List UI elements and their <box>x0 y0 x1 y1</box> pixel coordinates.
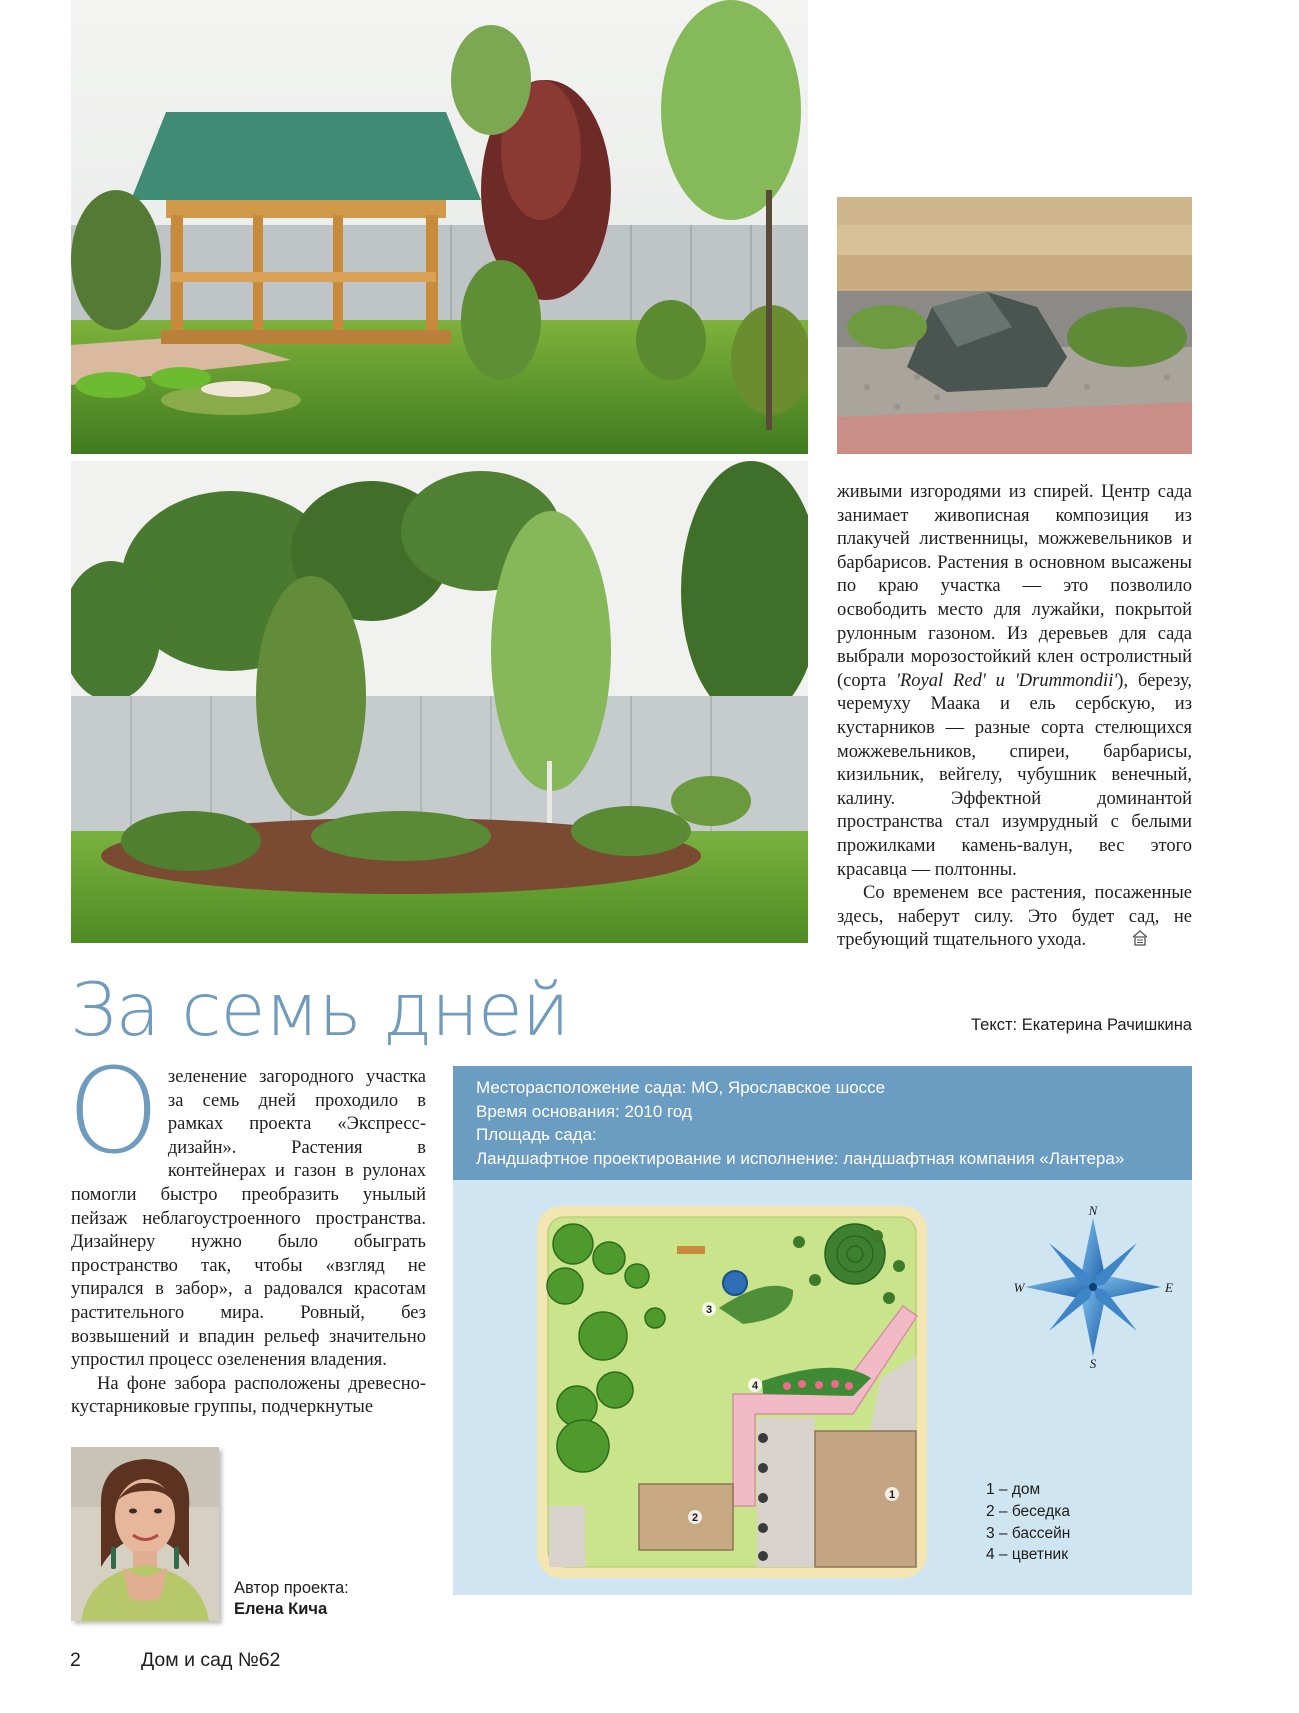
right-paragraph-2: Со временем все растения, посаженные здесь, наберут силу. Это будет сад, не требующий тщательного ухода. <box>837 883 1192 951</box>
garden-plan <box>537 1206 927 1578</box>
compass-rose <box>1013 1206 1173 1368</box>
page-number: 2 <box>70 1649 81 1671</box>
info-area: Площадь сада: <box>476 1125 597 1144</box>
author-block <box>234 1578 349 1620</box>
plan-mark-2: 2 <box>691 1512 699 1524</box>
info-location: Месторасположение сада: МО, Ярославское шоссе <box>476 1078 886 1097</box>
author-credit: Текст: Екатерина Рачишкина <box>971 1016 1192 1034</box>
info-design: Ландшафтное проектирование и исполнение: ландшафтная компания «Лантера» <box>476 1148 1125 1168</box>
compass-west: W <box>1013 1280 1025 1295</box>
left-paragraph-1: Озеленение загородного участка за семь дней проходило в рамках проекта «Экспресс-дизайн». Растения в контейнерах и газон в рулонах помогли быстро преобразить унылый пейзаж неблагоустроенного пространства. Дизайнеру нужно было обыграть пространство так, чтобы «взгляд не упирался в забор», а радовался красотам растительного мира. Ровный, без возвышений и впадин рельеф значительно упростил процесс озеленения владения. <box>67 1042 426 1371</box>
magazine-title: Дом и сад №62 <box>141 1649 281 1671</box>
legend-item: 1 – дом <box>986 1481 1041 1498</box>
garden-info-box <box>453 1066 1192 1595</box>
info-header <box>453 1066 1192 1180</box>
author-name: Елена Кича <box>234 1600 328 1618</box>
left-paragraph-2: На фоне забора расположены древесно-кустарниковые группы, подчеркнутые <box>71 1373 426 1418</box>
right-paragraph-1: живыми изгородями из спирей. Центр сада занимает живописная композиция из плакучей лиственницы, можжевельников и барбарисов. Растения в основном высажены по краю участка — это позволило освободить место для лужайки, покрытой рулонным газоном. Из деревьев для сада выбрали морозостойкий клен остролистный (сорта 'Royal Red' и 'Drummondii'), березу, черемуху Маака и ель сербскую, из кустарников — разные сорта стелющихся можжевельников, спиреи, барбарисы, кизильник, вейгелу, чубушник венечный, калину. Эффектной доминантой пространства стал изумрудный с белыми прожилками камень-валун, вес этого красавца — полтонны. <box>837 482 1192 880</box>
plan-mark-1: 1 <box>888 1489 896 1501</box>
plan-legend <box>986 1479 1070 1566</box>
author-label: Автор проекта: <box>234 1579 349 1597</box>
house-end-icon <box>1105 929 1123 947</box>
compass-north: N <box>1088 1206 1098 1218</box>
right-column-text <box>837 481 1192 953</box>
compass-east: E <box>1165 1280 1173 1295</box>
info-founded: Время основания: 2010 год <box>476 1101 692 1121</box>
legend-item: 2 – беседка <box>986 1502 1070 1520</box>
article-heading: За семь дней <box>70 968 569 1053</box>
legend-item: 4 – цветник <box>986 1546 1068 1564</box>
legend-item: 3 – бассейн <box>986 1524 1071 1542</box>
drop-cap: О <box>67 1042 160 1180</box>
plan-mark-4: 4 <box>751 1380 759 1392</box>
compass-south: S <box>1089 1356 1097 1368</box>
photo-gazebo-garden <box>71 0 808 454</box>
author-photo <box>71 1447 219 1621</box>
left-column-text <box>67 1042 426 1420</box>
plan-mark-3: 3 <box>705 1304 713 1316</box>
photo-trees-fence <box>71 461 808 943</box>
photo-boulder <box>837 197 1192 454</box>
cultivar-names: 'Royal Red' и 'Drummondii' <box>896 670 1118 691</box>
